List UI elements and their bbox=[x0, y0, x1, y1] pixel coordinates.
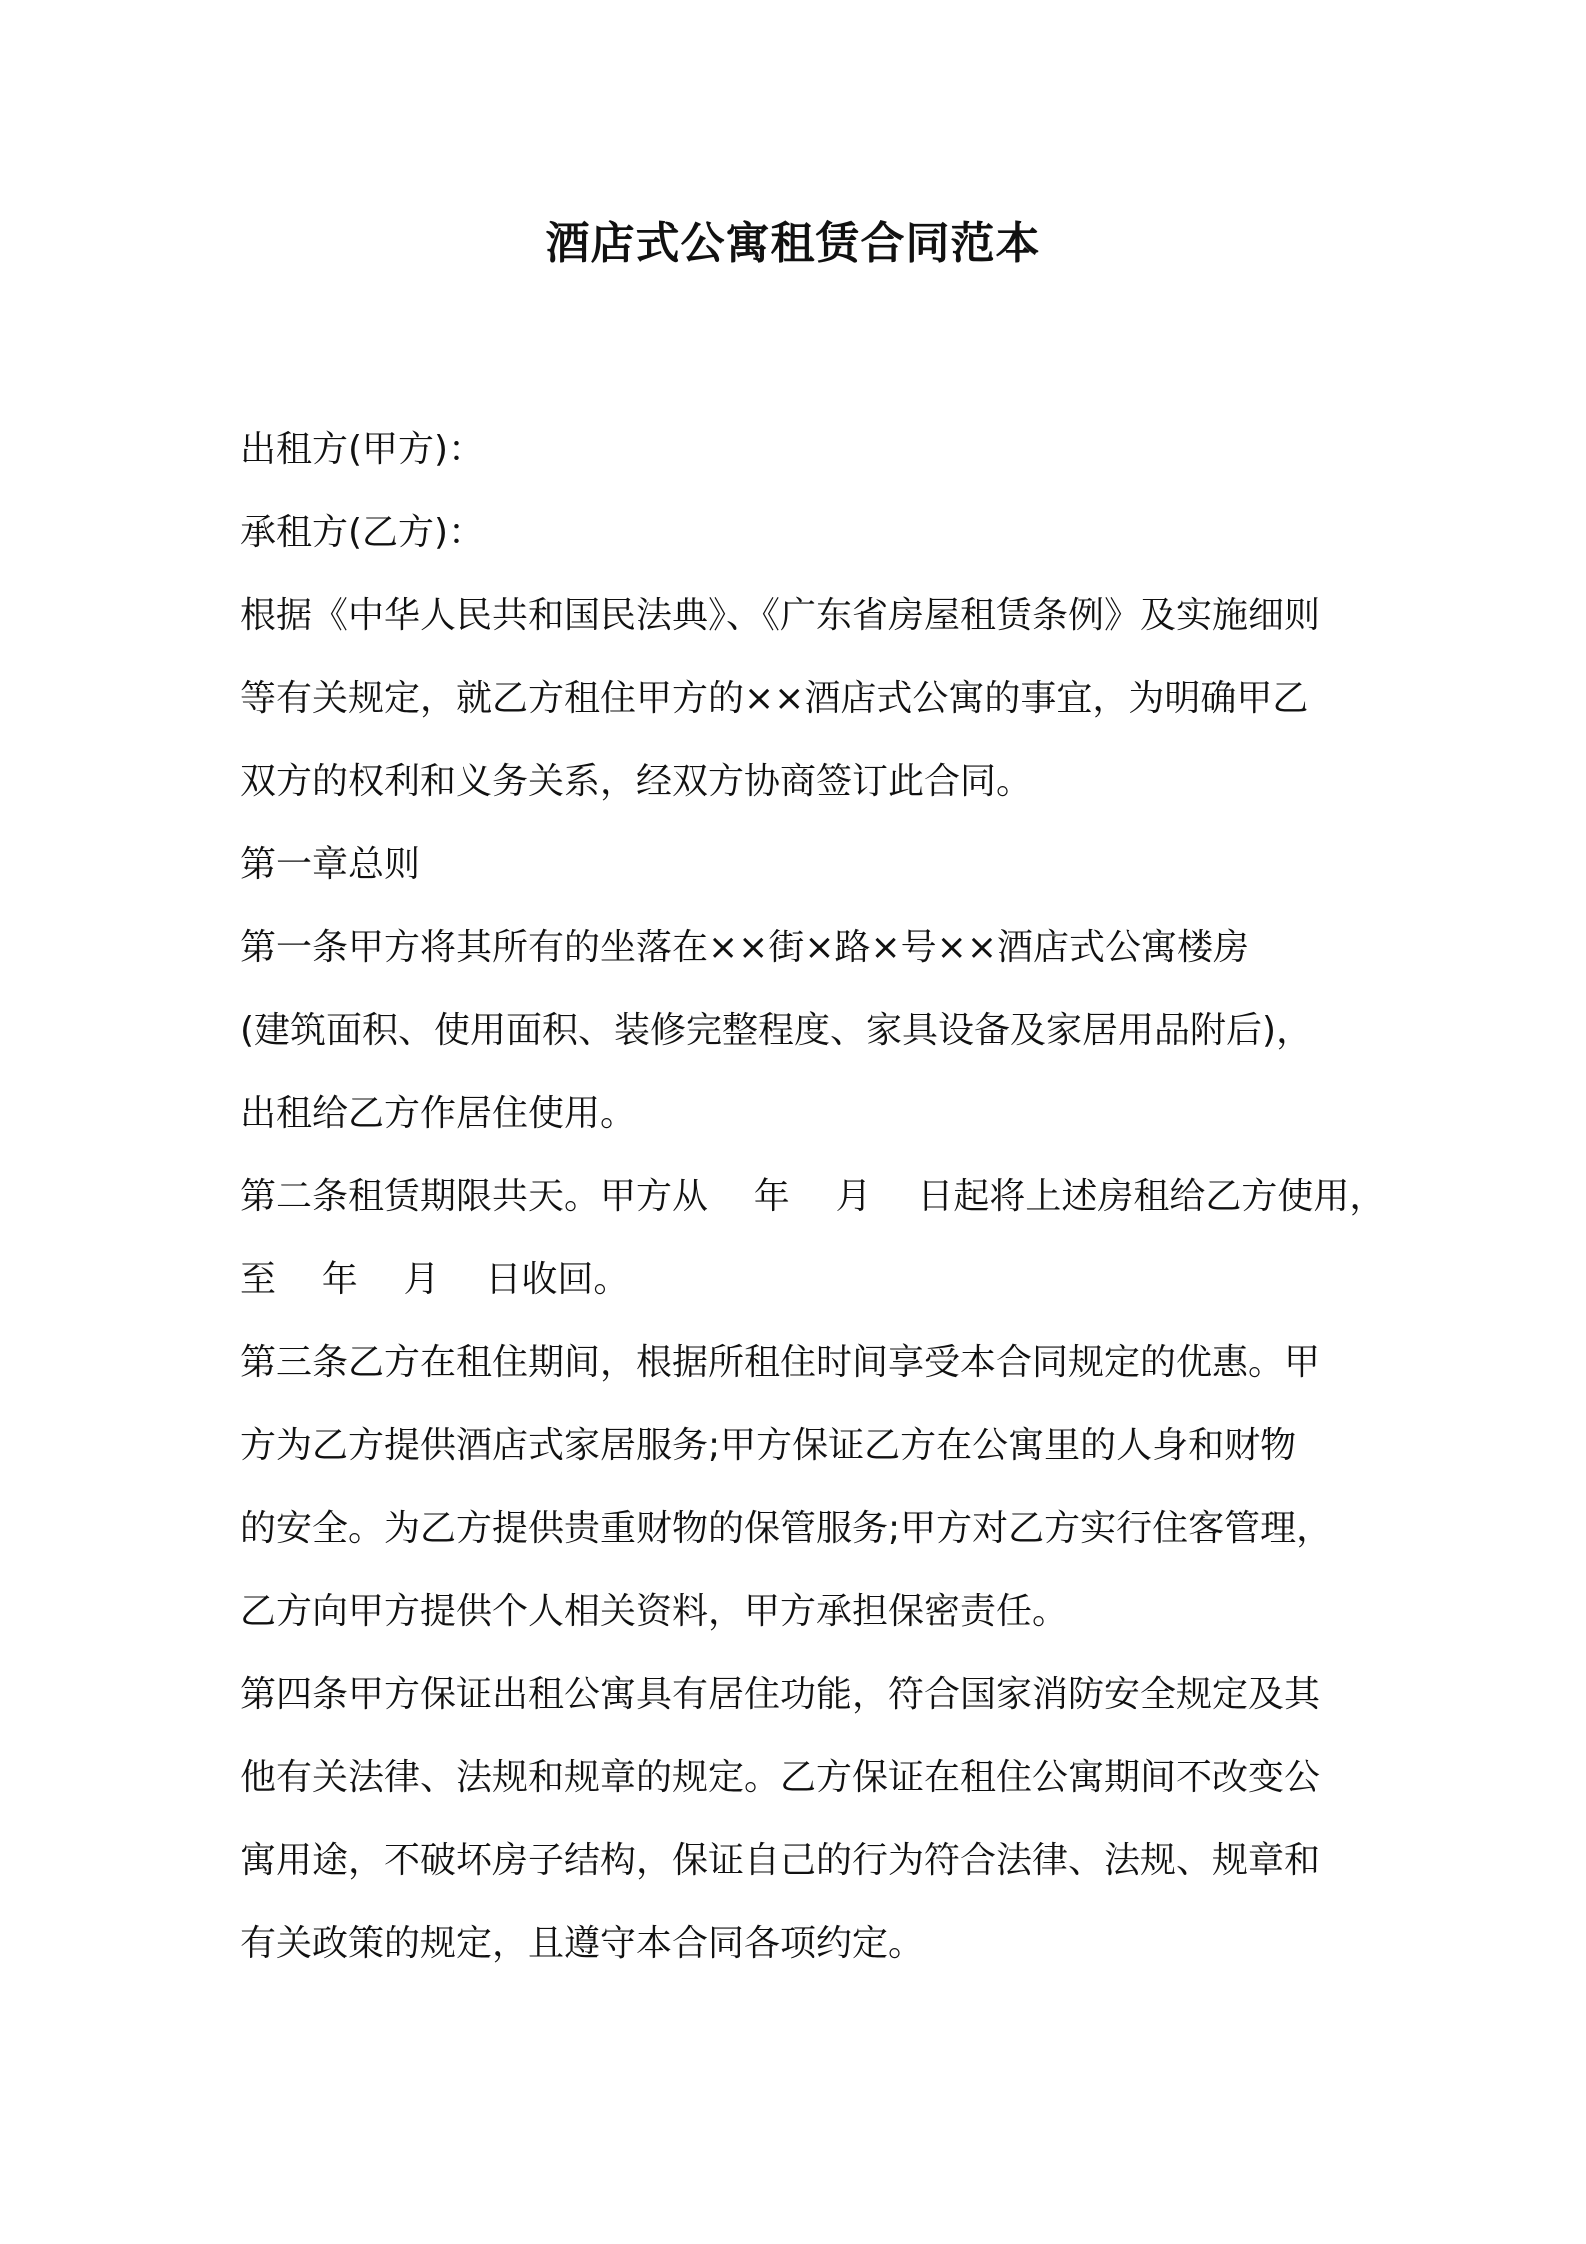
lessee-line: 承租方(乙方)： bbox=[240, 512, 485, 553]
article-4-line-1: 第四条甲方保证出租公寓具有居住功能，符合国家消防安全规定及其 bbox=[240, 1674, 1321, 1715]
article-1-line-1: 第一条甲方将其所有的坐落在××街×路×号××酒店式公寓楼房 bbox=[240, 927, 1249, 968]
preamble-line-2: 等有关规定，就乙方租住甲方的××酒店式公寓的事宜，为明确甲乙 bbox=[240, 678, 1309, 719]
chapter-heading: 第一章总则 bbox=[240, 844, 421, 885]
article-3-line-1: 第三条乙方在租住期间，根据所租住时间享受本合同规定的优惠。甲 bbox=[240, 1342, 1321, 1383]
document-body bbox=[240, 408, 1386, 1985]
document-title: 酒店式公寓租赁合同范本 bbox=[545, 218, 1041, 269]
preamble-line-3: 双方的权利和义务关系，经双方协商签订此合同。 bbox=[240, 761, 1033, 802]
article-4-line-2: 他有关法律、法规和规章的规定。乙方保证在租住公寓期间不改变公 bbox=[240, 1757, 1321, 1798]
article-1-line-3: 出租给乙方作居住使用。 bbox=[240, 1093, 637, 1134]
article-1-line-2: (建筑面积、使用面积、装修完整程度、家具设备及家居用品附后)， bbox=[240, 1010, 1313, 1051]
article-3-line-4: 乙方向甲方提供个人相关资料，甲方承担保密责任。 bbox=[240, 1591, 1069, 1632]
preamble-line-1: 根据《中华人民共和国民法典》、《广东省房屋租赁条例》及实施细则 bbox=[240, 595, 1321, 636]
article-4-line-4: 有关政策的规定，且遵守本合同各项约定。 bbox=[240, 1923, 925, 1964]
article-2-line-2: 至 年 月 日收回。 bbox=[240, 1259, 630, 1300]
article-4-line-3: 寓用途，不破坏房子结构，保证自己的行为符合法律、法规、规章和 bbox=[240, 1840, 1321, 1881]
lessor-line: 出租方(甲方)： bbox=[240, 429, 485, 470]
article-2-line-1: 第二条租赁期限共天。甲方从 年 月 日起将上述房租给乙方使用， bbox=[240, 1176, 1386, 1217]
article-3-line-2: 方为乙方提供酒店式家居服务;甲方保证乙方在公寓里的人身和财物 bbox=[240, 1425, 1297, 1466]
article-3-line-3: 的安全。为乙方提供贵重财物的保管服务;甲方对乙方实行住客管理， bbox=[240, 1508, 1333, 1549]
